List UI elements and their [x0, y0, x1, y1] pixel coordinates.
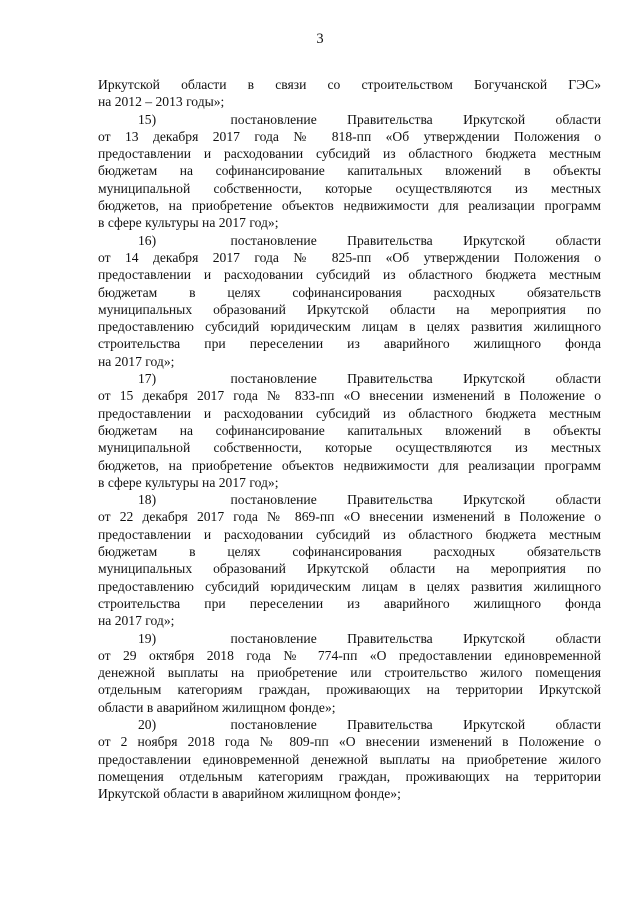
list-item-line: предоставлении и расходовании субсидий из областного бюджета местным: [98, 405, 601, 421]
list-item-line: предоставлении и расходовании субсидий из областного бюджета местным: [98, 146, 601, 162]
list-item-number: 17): [138, 371, 157, 387]
list-item-heading-word: области: [555, 492, 601, 508]
list-item: [98, 630, 601, 716]
list-item-heading-word: Правительства: [347, 630, 433, 646]
list-item-line: на 2017 год»;: [98, 353, 175, 369]
list-item-heading-word: Иркутской: [463, 111, 526, 127]
list-item-heading-word: Иркутской: [463, 232, 526, 248]
list-item-number: 16): [138, 232, 157, 248]
document-body: [98, 76, 601, 802]
list-item-heading-word: Иркутской: [463, 630, 526, 646]
list-item-heading-word: постановление: [230, 630, 317, 646]
list-item-line: бюджетам в целях софинансирования расходных обязательств: [98, 544, 601, 560]
list-item-heading-word: Правительства: [347, 371, 433, 387]
list-item-heading-word: области: [555, 232, 601, 248]
list-item-line: бюджетам на софинансирование капитальных вложений в объекты: [98, 163, 601, 179]
list-item: [98, 111, 601, 232]
lead-line: на 2012 – 2013 годы»;: [98, 94, 225, 110]
list-item-heading-word: Иркутской: [463, 716, 526, 732]
list-item-number: 15): [138, 111, 157, 127]
list-item-line: бюджетам на софинансирование капитальных вложений в объекты: [98, 422, 601, 438]
list-item-line: бюджетов, на приобретение объектов недвижимости для реализации программ: [98, 198, 601, 214]
list-item-line: от 15 декабря 2017 года № 833-пп «О внесении изменений в Положение о: [98, 388, 601, 404]
list-item-line: муниципальной собственности, которые осуществляются из местных: [98, 440, 601, 456]
list-item-line: бюджетов, на приобретение объектов недвижимости для реализации программ: [98, 457, 601, 473]
page-number: 3: [316, 31, 324, 47]
list-item-line: от 29 октября 2018 года № 774-пп «О предоставлении единовременной: [98, 647, 601, 663]
list-item-line: предоставлении и расходовании субсидий из областного бюджета местным: [98, 526, 601, 542]
list-item-heading-word: области: [555, 371, 601, 387]
list-item-heading-word: постановление: [230, 492, 317, 508]
list-item-line: предоставлению субсидий юридическим лицам в целях развития жилищного: [98, 578, 601, 594]
list-item-heading-line: [98, 630, 601, 647]
list-item-line: от 22 декабря 2017 года № 869-пп «О внесении изменений в Положение о: [98, 509, 601, 525]
list-item: [98, 232, 601, 370]
list-item-line: бюджетам в целях софинансирования расходных обязательств: [98, 284, 601, 300]
list-item-heading-line: [98, 370, 601, 387]
list-item: [98, 491, 601, 629]
list-item-line: на 2017 год»;: [98, 613, 175, 629]
list-item-line: муниципальных образований Иркутской области на мероприятия по: [98, 301, 601, 317]
list-item-heading-word: Правительства: [347, 716, 433, 732]
list-item: [98, 716, 601, 802]
list-item-line: предоставлении и расходовании субсидий из областного бюджета местным: [98, 267, 601, 283]
list-item-heading-word: постановление: [230, 111, 317, 127]
lead-line: Иркутской области в связи со строительством Богучанской ГЭС»: [98, 77, 601, 92]
list-item-line: предоставлении единовременной денежной выплаты на приобретение жилого: [98, 751, 601, 767]
list-item-heading-word: Иркутской: [463, 371, 526, 387]
list-item-line: области в аварийном жилищном фонде»;: [98, 699, 336, 715]
list-item-heading-word: постановление: [230, 716, 317, 732]
list-item-heading-line: [98, 111, 601, 128]
list-item-line: денежной выплаты на приобретение или строительство жилого помещения: [98, 665, 601, 681]
list-item-line: муниципальных образований Иркутской области на мероприятия по: [98, 561, 601, 577]
list-item-heading-line: [98, 716, 601, 733]
list-item-line: Иркутской области в аварийном жилищном фонде»;: [98, 786, 401, 802]
list-item-heading-word: области: [555, 630, 601, 646]
list-item-line: отдельным категориям граждан, проживающих на территории Иркутской: [98, 682, 601, 698]
list-item-number: 20): [138, 716, 157, 732]
list-item-line: в сфере культуры на 2017 год»;: [98, 215, 279, 231]
list-item-heading-word: постановление: [230, 232, 317, 248]
list-item-heading-word: Правительства: [347, 492, 433, 508]
list-item-line: предоставлению субсидий юридическим лицам в целях развития жилищного: [98, 319, 601, 335]
list-item-heading-word: области: [555, 111, 601, 127]
list-item-heading-word: области: [555, 716, 601, 732]
list-item: [98, 370, 601, 491]
list-item-heading-line: [98, 232, 601, 249]
list-item-heading-word: Иркутской: [463, 492, 526, 508]
list-item-number: 19): [138, 630, 157, 646]
list-item-heading-word: постановление: [230, 371, 317, 387]
list-item-line: помещения отдельным категориям граждан, проживающих на территории: [98, 768, 601, 784]
list-item-number: 18): [138, 492, 157, 508]
list-item-heading-word: Правительства: [347, 232, 433, 248]
list-item-line: строительства при переселении из аварийного жилищного фонда: [98, 336, 601, 352]
list-item-line: от 14 декабря 2017 года № 825-пп «Об утверждении Положения о: [98, 249, 601, 265]
list-item-line: от 2 ноября 2018 года № 809-пп «О внесении изменений в Положение о: [98, 734, 601, 750]
list-item-line: от 13 декабря 2017 года № 818-пп «Об утверждении Положения о: [98, 128, 601, 144]
list-item-heading-line: [98, 491, 601, 508]
list-item-heading-word: Правительства: [347, 111, 433, 127]
list-item-line: строительства при переселении из аварийного жилищного фонда: [98, 595, 601, 611]
list-item-line: в сфере культуры на 2017 год»;: [98, 474, 279, 490]
list-item-line: муниципальной собственности, которые осуществляются из местных: [98, 180, 601, 196]
